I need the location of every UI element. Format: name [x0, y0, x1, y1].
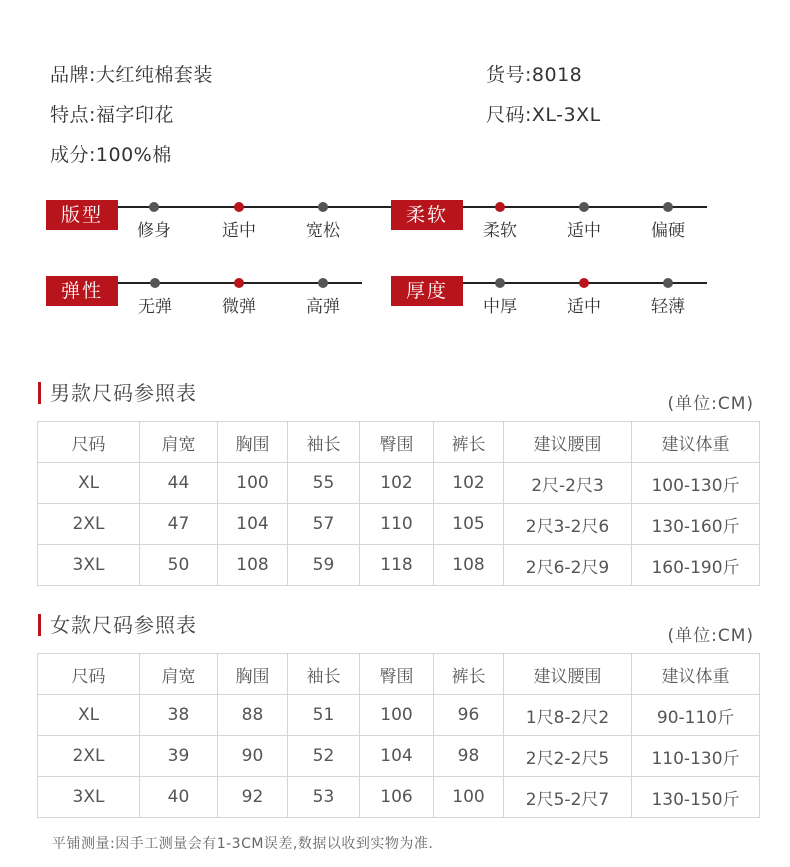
table-cell: 53 — [288, 777, 360, 818]
column-header: 裤长 — [434, 422, 504, 463]
table-cell: 104 — [360, 736, 434, 777]
column-header: 建议腰围 — [504, 654, 632, 695]
table-row — [38, 545, 760, 586]
men-size-table — [37, 421, 760, 586]
info-size-value: XL-3XL — [531, 104, 601, 126]
table-cell: 100-130斤 — [632, 463, 760, 504]
table-cell: 1尺8-2尺2 — [504, 695, 632, 736]
attr-fit-badge: 版型 — [46, 200, 118, 230]
men-size-chart-title: 男款尺码参照表 — [38, 382, 197, 404]
table-cell: 104 — [218, 504, 288, 545]
measurement-note: 平铺测量:因手工测量会有1-3CM误差,数据以收到实物为准. — [52, 836, 434, 852]
column-header: 建议体重 — [632, 422, 760, 463]
info-brand-label: 品牌: — [50, 64, 96, 86]
table-cell: 39 — [140, 736, 218, 777]
table-cell: 90-110斤 — [632, 695, 760, 736]
attr-thickness-dot-2 — [663, 278, 673, 288]
table-cell: 2尺2-2尺5 — [504, 736, 632, 777]
table-cell: 96 — [434, 695, 504, 736]
info-feature-value: 福字印花 — [95, 104, 174, 126]
table-cell: 130-160斤 — [632, 504, 760, 545]
table-cell: 57 — [288, 504, 360, 545]
attr-thickness-dot-1 — [579, 278, 589, 288]
table-cell: 55 — [288, 463, 360, 504]
attr-fit-option-1: 适中 — [222, 221, 256, 241]
info-item-no — [486, 60, 582, 87]
info-feature — [50, 100, 174, 127]
column-header: 裤长 — [434, 654, 504, 695]
attr-fit-dot-0 — [149, 202, 159, 212]
attr-elasticity-option-1: 微弹 — [222, 297, 256, 317]
table-cell: 130-150斤 — [632, 777, 760, 818]
table-cell: 3XL — [38, 777, 140, 818]
attr-fit-line — [118, 206, 406, 208]
column-header: 建议腰围 — [504, 422, 632, 463]
column-header: 袖长 — [288, 654, 360, 695]
table-cell: 160-190斤 — [632, 545, 760, 586]
table-cell: 108 — [434, 545, 504, 586]
table-cell: 98 — [434, 736, 504, 777]
table-cell: 50 — [140, 545, 218, 586]
attr-softness-option-2: 偏硬 — [651, 221, 685, 241]
column-header: 肩宽 — [140, 422, 218, 463]
men-size-table-body — [38, 422, 760, 586]
table-cell: 2XL — [38, 736, 140, 777]
table-cell: 3XL — [38, 545, 140, 586]
table-cell: 2XL — [38, 504, 140, 545]
attr-thickness-dot-0 — [495, 278, 505, 288]
attr-thickness-option-0: 中厚 — [483, 297, 517, 317]
table-row — [38, 777, 760, 818]
table-cell: 102 — [434, 463, 504, 504]
attr-softness-option-1: 适中 — [567, 221, 601, 241]
column-header: 臀围 — [360, 654, 434, 695]
attr-softness-badge: 柔软 — [391, 200, 463, 230]
attr-thickness-option-1: 适中 — [567, 297, 601, 317]
column-header: 建议体重 — [632, 654, 760, 695]
attr-thickness-option-2: 轻薄 — [651, 297, 685, 317]
table-row — [38, 736, 760, 777]
info-brand-value: 大红纯棉套装 — [95, 64, 213, 86]
table-cell: 105 — [434, 504, 504, 545]
info-material-value: 100%棉 — [95, 144, 172, 166]
table-cell: 2尺-2尺3 — [504, 463, 632, 504]
table-cell: 2尺3-2尺6 — [504, 504, 632, 545]
table-cell: 2尺5-2尺7 — [504, 777, 632, 818]
attr-softness-dot-0 — [495, 202, 505, 212]
info-material — [50, 140, 172, 167]
table-cell: 44 — [140, 463, 218, 504]
table-cell: 52 — [288, 736, 360, 777]
attr-elasticity-dot-0 — [150, 278, 160, 288]
attr-softness-dot-1 — [579, 202, 589, 212]
attr-elasticity-dot-2 — [318, 278, 328, 288]
attr-elasticity-dot-1 — [234, 278, 244, 288]
column-header: 臀围 — [360, 422, 434, 463]
attr-elasticity-badge: 弹性 — [46, 276, 118, 306]
table-cell: 92 — [218, 777, 288, 818]
table-cell: 47 — [140, 504, 218, 545]
column-header: 胸围 — [218, 654, 288, 695]
table-cell: XL — [38, 463, 140, 504]
table-cell: 110 — [360, 504, 434, 545]
table-row — [38, 504, 760, 545]
info-size — [486, 100, 601, 127]
info-brand — [50, 60, 213, 87]
men-size-chart-unit: (单位:CM) — [667, 394, 754, 414]
column-header: 袖长 — [288, 422, 360, 463]
table-cell: 118 — [360, 545, 434, 586]
attr-fit-option-2: 宽松 — [306, 221, 340, 241]
table-cell: 40 — [140, 777, 218, 818]
men-table-header-row — [38, 422, 760, 463]
table-cell: 88 — [218, 695, 288, 736]
table-cell: 108 — [218, 545, 288, 586]
women-table-header-row — [38, 654, 760, 695]
info-feature-label: 特点: — [50, 104, 96, 126]
table-cell: 90 — [218, 736, 288, 777]
info-item-no-label: 货号: — [486, 64, 532, 86]
table-cell: 51 — [288, 695, 360, 736]
table-row — [38, 463, 760, 504]
women-size-table — [37, 653, 760, 818]
attr-softness-dot-2 — [663, 202, 673, 212]
attr-elasticity-option-2: 高弹 — [306, 297, 340, 317]
table-cell: 100 — [434, 777, 504, 818]
column-header: 胸围 — [218, 422, 288, 463]
attr-fit-dot-1 — [234, 202, 244, 212]
column-header: 肩宽 — [140, 654, 218, 695]
info-item-no-value: 8018 — [531, 64, 583, 86]
column-header: 尺码 — [38, 654, 140, 695]
table-cell: 38 — [140, 695, 218, 736]
women-size-table-body — [38, 654, 760, 818]
table-row — [38, 695, 760, 736]
attr-fit-option-0: 修身 — [137, 221, 171, 241]
attr-softness-option-0: 柔软 — [483, 221, 517, 241]
attr-elasticity-option-0: 无弹 — [138, 297, 172, 317]
table-cell: 106 — [360, 777, 434, 818]
table-cell: 110-130斤 — [632, 736, 760, 777]
column-header: 尺码 — [38, 422, 140, 463]
attr-fit-dot-2 — [318, 202, 328, 212]
attr-thickness-badge: 厚度 — [391, 276, 463, 306]
table-cell: 100 — [360, 695, 434, 736]
women-size-chart-title: 女款尺码参照表 — [38, 614, 197, 636]
women-size-chart-unit: (单位:CM) — [667, 626, 754, 646]
table-cell: 59 — [288, 545, 360, 586]
table-cell: 102 — [360, 463, 434, 504]
info-material-label: 成分: — [50, 144, 96, 166]
table-cell: 100 — [218, 463, 288, 504]
table-cell: XL — [38, 695, 140, 736]
info-size-label: 尺码: — [486, 104, 532, 126]
table-cell: 2尺6-2尺9 — [504, 545, 632, 586]
